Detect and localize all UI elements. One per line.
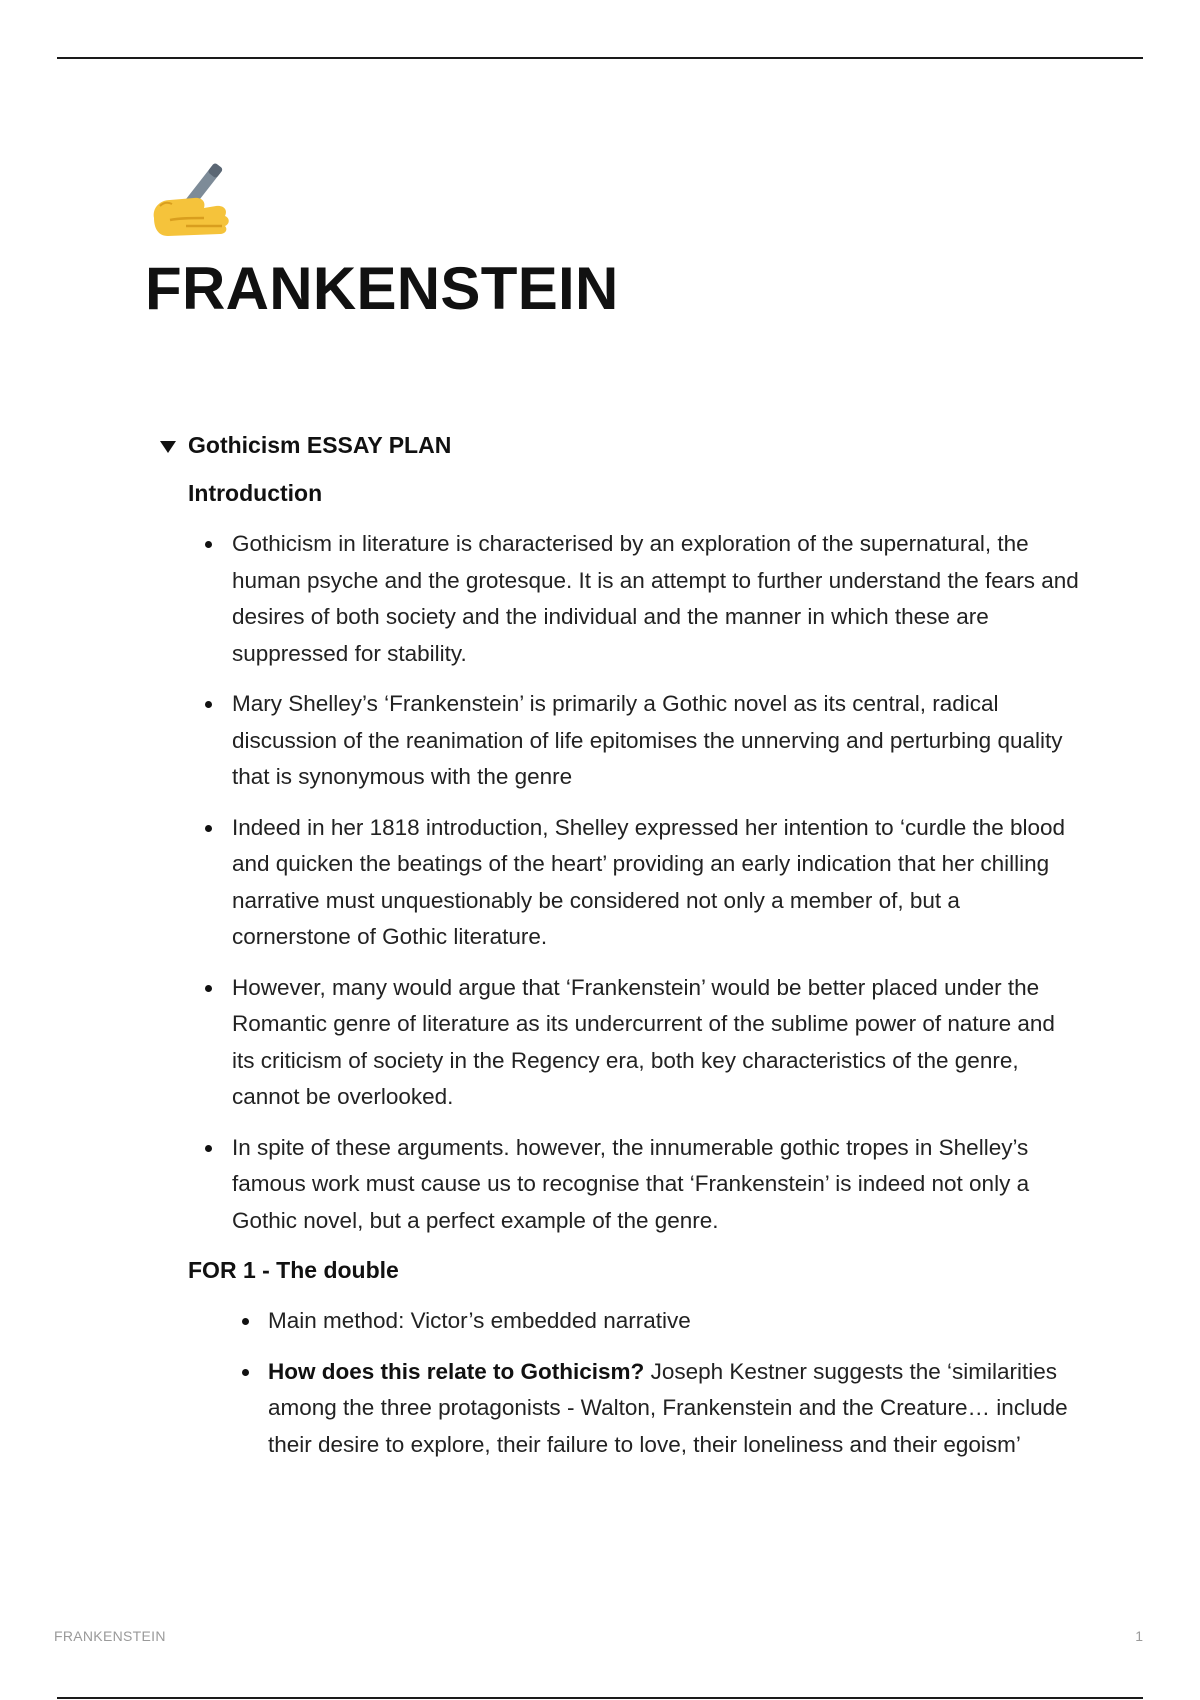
list-item: Mary Shelley’s ‘Frankenstein’ is primarily a Gothic novel as its central, radical discussion of the reanimation of life epitomises the unnerving and perturbing quality that is synonymous with the genre	[188, 686, 1080, 796]
for1-heading: FOR 1 - The double	[188, 1257, 399, 1283]
introduction-heading: Introduction	[188, 480, 323, 506]
footer-page-number: 1	[1135, 1628, 1143, 1644]
list-item: In spite of these arguments. however, the innumerable gothic tropes in Shelley’s famous work must cause us to recognise that ‘Frankenstein’ is indeed not only a Gothic novel, but a perfect example of the genre.	[188, 1130, 1080, 1240]
bottom-rule	[57, 1697, 1143, 1699]
list-item: Indeed in her 1818 introduction, Shelley expressed her intention to ‘curdle the blood and quicken the beatings of the heart’ providing an early indication that her chilling narrative must unquestionably be considered not only a member of, but a cornerstone of Gothic literature.	[188, 810, 1080, 956]
toggle-header[interactable]	[160, 428, 1080, 462]
page-title: FRANKENSTEIN	[145, 255, 619, 322]
list-item-text: Joseph Kestner suggests the ‘similarities among the three protagonists - Walton, Frankenstein and the Creature… include their desire to explore, their failure to love, their loneliness and their egoism’	[268, 1358, 1068, 1457]
gothicism-essay-plan-toggle	[160, 428, 1080, 1477]
list-item: Main method: Victor’s embedded narrative	[188, 1303, 1080, 1340]
toggle-title: Gothicism ESSAY PLAN	[188, 431, 452, 458]
toggle-body	[160, 476, 1080, 1463]
triangle-down-icon[interactable]	[160, 441, 176, 453]
for1-list	[188, 1303, 1080, 1463]
footer-doc-name: FRANKENSTEIN	[54, 1628, 166, 1644]
bold-question: How does this relate to Gothicism?	[268, 1358, 645, 1384]
introduction-list	[188, 526, 1080, 1239]
top-rule	[57, 57, 1143, 59]
writing-hand-icon	[146, 160, 236, 242]
list-item: However, many would argue that ‘Frankenstein’ would be better placed under the Romantic genre of literature as its undercurrent of the sublime power of nature and its criticism of society in the Regency era, both key characteristics of the genre, cannot be overlooked.	[188, 970, 1080, 1116]
list-item: Gothicism in literature is characterised by an exploration of the supernatural, the human psyche and the grotesque. It is an attempt to further understand the fears and desires of both society and the individual and the manner in which these are suppressed for stability.	[188, 526, 1080, 672]
list-item	[188, 1354, 1080, 1464]
